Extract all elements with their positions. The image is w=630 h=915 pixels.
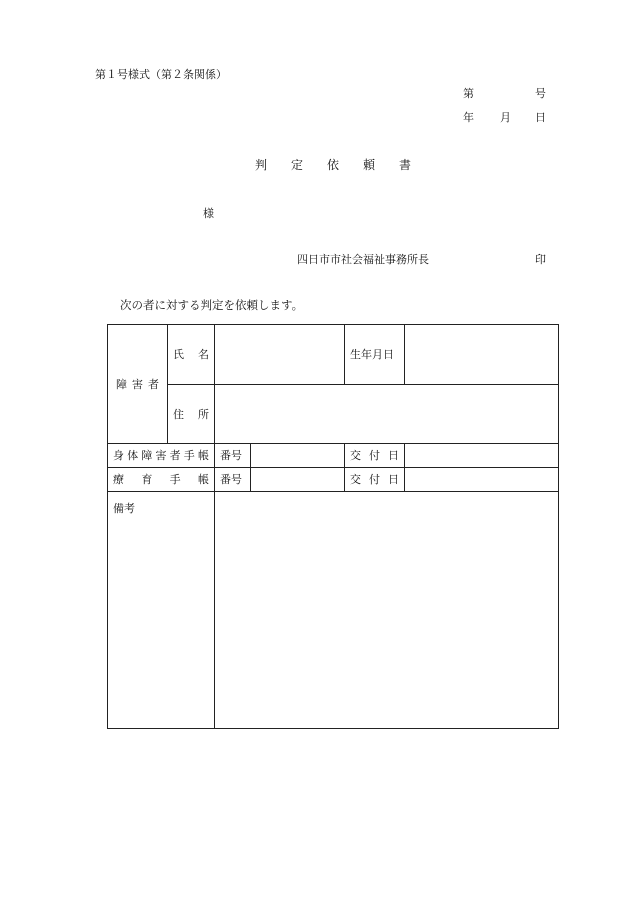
label-char: 育 — [141, 473, 153, 486]
address-label — [168, 385, 215, 444]
person-label — [108, 325, 168, 444]
label-char: 帳 — [197, 473, 209, 486]
title-char: 定 — [290, 158, 303, 172]
birthdate-field[interactable] — [405, 325, 559, 385]
label-char: 交 — [350, 449, 361, 462]
date-year: 年 — [463, 111, 474, 124]
label-char: 体 — [127, 449, 139, 462]
label-char: 日 — [388, 473, 399, 486]
remarks-field[interactable] — [215, 492, 559, 729]
document-number-suffix: 号 — [535, 87, 546, 100]
rehab-issue-date-label — [345, 468, 405, 492]
title-char: 頼 — [362, 158, 375, 172]
physical-handbook-label — [108, 444, 215, 468]
issuer-name: 四日市市社会福祉事務所長 — [297, 253, 429, 266]
remarks-label: 備考 — [108, 492, 215, 729]
label-char: 付 — [369, 473, 380, 486]
title-char: 書 — [398, 158, 411, 172]
label-char: 害 — [132, 377, 143, 391]
label-char: 障 — [141, 449, 153, 462]
label-char: 害 — [155, 449, 167, 462]
document-number-prefix: 第 — [463, 87, 474, 100]
rehab-number-label: 番号 — [215, 468, 251, 492]
label-char: 交 — [350, 473, 361, 486]
title-char: 判 — [255, 158, 268, 172]
name-field[interactable] — [215, 325, 345, 385]
label-char: 住 — [173, 407, 184, 421]
rehab-number-field[interactable] — [251, 468, 345, 492]
rehab-handbook-label — [108, 468, 215, 492]
label-char: 障 — [116, 377, 127, 391]
label-char: 者 — [148, 377, 159, 391]
form-label: 第１号様式（第２条関係） — [95, 68, 227, 81]
physical-number-field[interactable] — [251, 444, 345, 468]
address-field[interactable] — [215, 385, 559, 444]
birthdate-label: 生年月日 — [345, 325, 405, 385]
addressee-suffix: 様 — [203, 207, 214, 220]
title-char: 依 — [326, 158, 339, 172]
label-char: 帳 — [197, 449, 209, 462]
date-month: 月 — [500, 111, 511, 124]
rehab-issue-date-field[interactable] — [405, 468, 559, 492]
label-char: 日 — [388, 449, 399, 462]
request-form-table — [107, 324, 559, 729]
label-char: 所 — [198, 407, 209, 421]
document-title — [255, 159, 411, 171]
label-char: 付 — [369, 449, 380, 462]
date-day: 日 — [535, 111, 546, 124]
name-label — [168, 325, 215, 385]
intro-text: 次の者に対する判定を依頼します。 — [120, 298, 304, 312]
physical-number-label: 番号 — [215, 444, 251, 468]
label-char: 氏 — [173, 348, 184, 361]
label-char: 療 — [113, 473, 124, 486]
label-char: 身 — [113, 449, 124, 462]
label-char: 手 — [183, 449, 195, 462]
physical-issue-date-field[interactable] — [405, 444, 559, 468]
label-char: 者 — [169, 449, 181, 462]
physical-issue-date-label — [345, 444, 405, 468]
label-char: 名 — [198, 348, 209, 361]
label-char: 手 — [169, 473, 181, 486]
seal-mark: 印 — [535, 253, 546, 266]
